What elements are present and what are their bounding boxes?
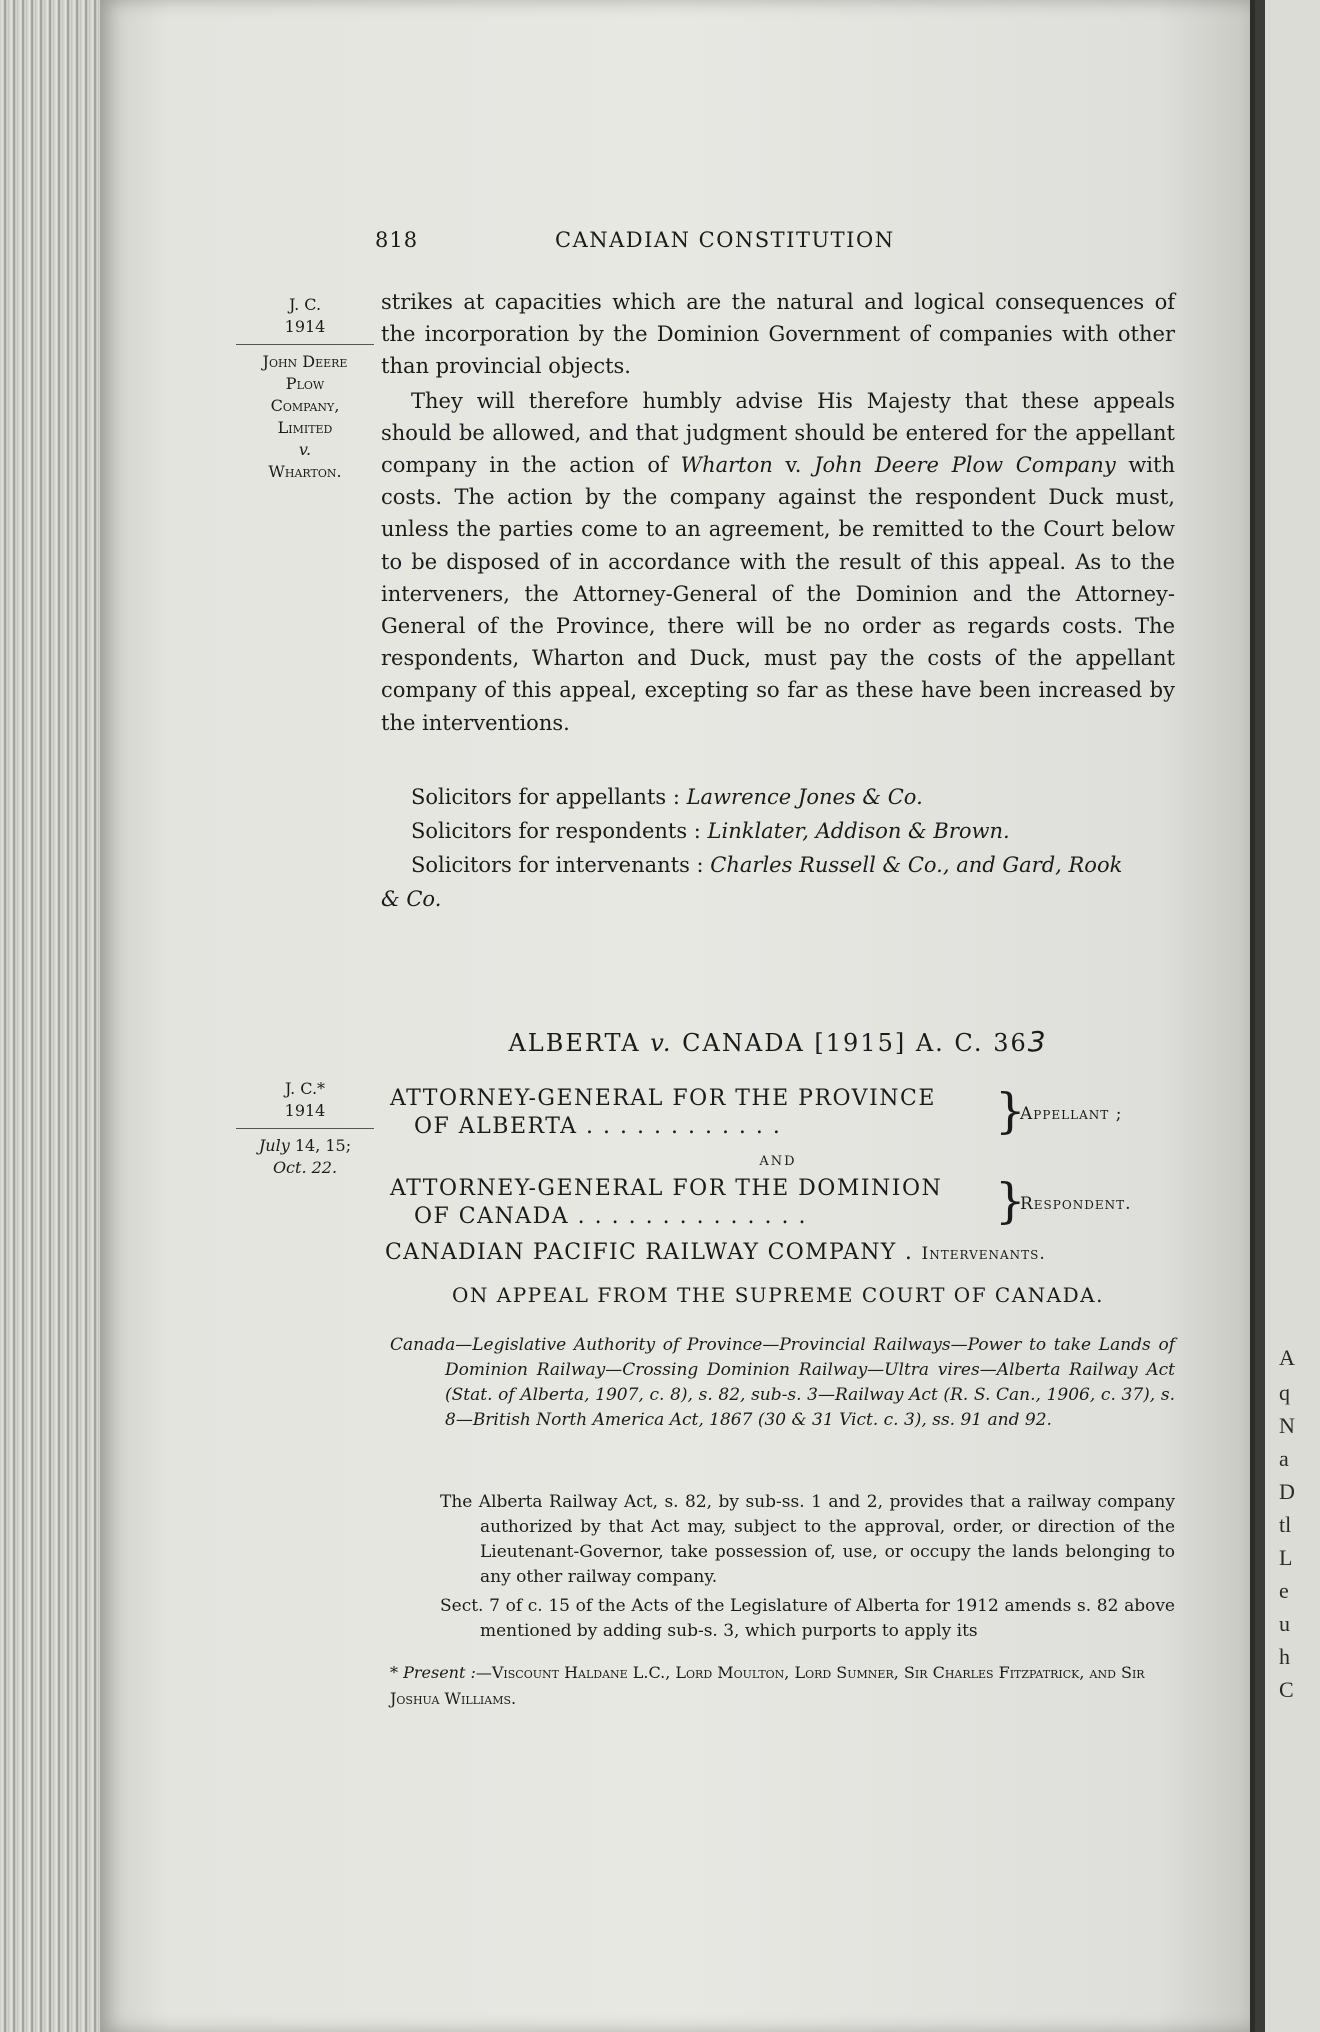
judgment-text-run: with costs. The action by the company against the respondent Duck must, unless the parties come to an agreement, be remitted to the Court below to be disposed of in accordance with the result of this appeal. As to the interveners, the Attorney-General of the Dominion and the Attorney-General of the Province, there will be no order as regards costs. The respondents, Wharton and Duck, must pay the costs of the appellant company of this appeal, excepting so far as these have been increased by the interventions. — [381, 453, 1175, 735]
margin-date — [230, 1135, 380, 1157]
case-title-versus: v. — [650, 1029, 673, 1057]
facing-page-fragment: C — [1279, 1677, 1294, 1702]
judgment-text — [381, 286, 1175, 739]
solicitors-name: Charles Russell & Co., and Gard, Rook — [710, 853, 1123, 877]
judgment-text-run: They will therefore humbly advise His Majesty that these appeals should be allowed, and that judgment should be entered for the appellant company in the action of — [381, 388, 1175, 478]
footnote-label: Present : — [403, 1663, 476, 1682]
brace-glyph: } — [995, 1173, 1028, 1229]
party-name: CANADIAN PACIFIC RAILWAY COMPANY . — [385, 1240, 922, 1265]
facing-page-fragment: L — [1279, 1545, 1293, 1570]
margin-date: Oct. 22. — [272, 1158, 338, 1177]
headnote-text: Sect. 7 of c. 15 of the Acts of the Legislature of Alberta for 1912 amends s. 82 above mentioned by adding sub-s. 3, which purports to apply its — [440, 1596, 1175, 1641]
margin-case-name: Limited — [277, 418, 333, 437]
page-number: 818 — [375, 228, 419, 252]
margin-year: 1914 — [284, 317, 326, 336]
facing-page-fragment: e — [1279, 1578, 1289, 1603]
solicitors-intervenants — [381, 848, 1175, 882]
judgment-paragraph — [381, 385, 1175, 739]
party-name: ATTORNEY-GENERAL FOR THE PROVINCE — [390, 1086, 936, 1111]
margin-year: 1914 — [284, 1101, 326, 1120]
present-footnote — [390, 1660, 1175, 1712]
solicitors-respondents — [381, 814, 1175, 848]
facing-page-fragment: h — [1279, 1644, 1290, 1669]
case-title — [381, 1025, 1175, 1058]
case-title-party: ALBERTA — [508, 1029, 641, 1057]
facing-page-fragment: u — [1279, 1611, 1290, 1636]
facing-page-fragment: q — [1279, 1380, 1290, 1405]
margin-case-name: John Deere — [262, 352, 348, 371]
solicitors-label: Solicitors for intervenants : — [411, 853, 711, 877]
case-name: John Deere Plow Company — [814, 453, 1116, 478]
solicitors-name: Linklater, Addison & Brown. — [707, 819, 1010, 843]
appeal-heading: ON APPEAL FROM THE SUPREME COURT OF CANADA. — [452, 1283, 1104, 1307]
facing-page-fragment: N — [1279, 1413, 1295, 1438]
margin-case-versus: v. — [298, 440, 312, 459]
margin-date-days: 14, 15; — [289, 1136, 352, 1155]
party-name: OF CANADA . . . . . . . . . . . . . . — [414, 1204, 807, 1229]
margin-court: J. C. — [288, 295, 322, 314]
party-name: OF ALBERTA . . . . . . . . . . . . — [414, 1114, 782, 1139]
margin-divider — [236, 344, 374, 345]
facing-page-fragment: D — [1279, 1479, 1295, 1504]
solicitors-label: Solicitors for appellants : — [411, 785, 687, 809]
footnote-marker: * — [390, 1663, 404, 1682]
solicitors-continuation: & Co. — [381, 887, 442, 911]
margin-date-month: July — [258, 1136, 290, 1155]
facing-page-fragment: A — [1279, 1345, 1295, 1370]
case-name: Wharton — [680, 453, 773, 478]
solicitors-label: Solicitors for respondents : — [411, 819, 708, 843]
margin-note-case-2 — [230, 1078, 380, 1179]
facing-page-fragment: tl — [1279, 1512, 1292, 1537]
solicitors-name: Lawrence Jones & Co. — [686, 785, 923, 809]
case-title-citation: CANADA [1915] A. C. 36 — [682, 1029, 1028, 1057]
judgment-text-run: v. — [772, 453, 815, 478]
party-role: Intervenants. — [921, 1244, 1046, 1264]
party-name: ATTORNEY-GENERAL FOR THE DOMINION — [390, 1176, 943, 1201]
party-role: Respondent. — [1020, 1194, 1132, 1214]
party-respondent — [390, 1175, 1190, 1231]
headnote-text: The Alberta Railway Act, s. 82, by sub-ss. 1 and 2, provides that a railway company authorized by that Act may, subject to the approval, order, or direction of the Lieutenant-Governor, take possession of, use, or occupy the lands belonging to any other railway company. — [440, 1492, 1175, 1587]
headnote-catchwords: Canada—Legislative Authority of Province—Provincial Railways—Power to take Lands of Dominion Railway—Crossing Dominion Railway—Ultra vires—Alberta Railway Act (Stat. of Alberta, 1907, c. 8), s. 82, sub-s. 3—Railway Act (R. S. Can., 1906, c. 37), s. 8—British North America Act, 1867 (30 & 31 Vict. c. 3), ss. 91 and 92. — [390, 1335, 1175, 1430]
facing-page-edge — [1255, 0, 1320, 2032]
facing-page-fragment: a — [1279, 1446, 1289, 1471]
judgment-paragraph: strikes at capacities which are the natural and logical consequences of the incorporation by the Dominion Government of companies with other than provincial objects. — [381, 290, 1175, 379]
margin-divider — [236, 1128, 374, 1129]
margin-court: J. C.* — [284, 1079, 326, 1098]
headnote-paragraph — [440, 1594, 1175, 1644]
running-title: CANADIAN CONSTITUTION — [555, 228, 895, 252]
party-appellant — [390, 1085, 1190, 1141]
brace-glyph: } — [995, 1083, 1028, 1139]
solicitors-list — [381, 780, 1175, 916]
and-separator: AND — [759, 1154, 797, 1169]
solicitors-appellants — [381, 780, 1175, 814]
book-page-edges — [0, 0, 110, 2032]
margin-case-name: Plow — [285, 374, 325, 393]
margin-case-name: Wharton. — [268, 462, 342, 481]
margin-case-name: Company, — [270, 396, 340, 415]
party-role: Appellant ; — [1020, 1104, 1123, 1124]
footnote-names: —Viscount Haldane L.C., Lord Moulton, Lord Sumner, Sir Charles Fitzpatrick, and Sir Joshua Williams. — [390, 1663, 1145, 1708]
handwritten-digit: 3 — [1027, 1025, 1048, 1058]
party-intervenant — [385, 1240, 1185, 1265]
margin-note-case-1 — [230, 294, 380, 483]
headnote-paragraph — [440, 1490, 1175, 1590]
